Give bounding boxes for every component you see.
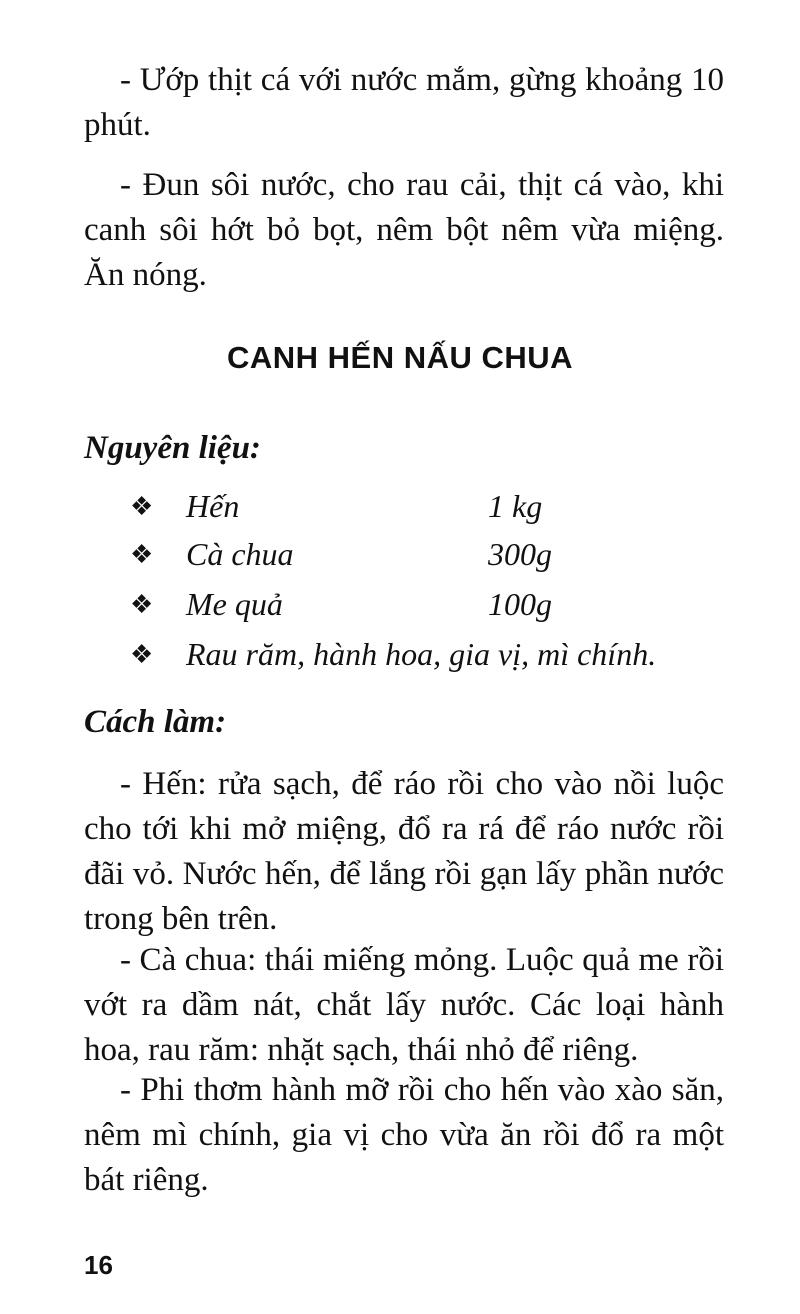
method-heading: Cách làm:: [84, 704, 227, 740]
ingredient-name: Hến: [186, 488, 240, 524]
ingredient-row: [130, 488, 750, 534]
diamond-bullet-icon: ❖: [130, 540, 154, 569]
method-step-3: - Phi thơm hành mỡ rồi cho hến vào xào săn, nêm mì chính, gia vị cho vừa ăn rồi đổ ra một bát riêng.: [84, 1072, 724, 1198]
intro-step-1: - Ướp thịt cá với nước mắm, gừng khoảng 10 phút.: [84, 62, 724, 143]
ingredient-name: Me quả: [186, 586, 283, 622]
ingredient-name: Cà chua: [186, 536, 294, 572]
ingredient-row: [130, 536, 750, 582]
recipe-title: CANH HẾN NẤU CHUA: [226, 340, 574, 375]
ingredient-row: [130, 586, 750, 632]
intro-step-2: - Đun sôi nước, cho rau cải, thịt cá vào, khi canh sôi hớt bỏ bọt, nêm bột nêm vừa miệng. Ăn nóng.: [84, 167, 724, 293]
page-number: 16: [84, 1250, 113, 1280]
diamond-bullet-icon: ❖: [130, 492, 154, 521]
diamond-bullet-icon: ❖: [130, 640, 154, 669]
ingredient-qty: 100g: [488, 586, 552, 622]
ingredient-qty: 1 kg: [488, 488, 543, 524]
diamond-bullet-icon: ❖: [130, 590, 154, 619]
ingredients-heading: Nguyên liệu:: [84, 430, 261, 466]
method-step-1: - Hến: rửa sạch, để ráo rồi cho vào nồi luộc cho tới khi mở miệng, đổ ra rá để ráo nước rồi đãi vỏ. Nước hến, để lắng rồi gạn lấy phần nước trong bên trên.: [84, 766, 724, 937]
ingredient-qty: 300g: [488, 536, 552, 572]
method-step-2: - Cà chua: thái miếng mỏng. Luộc quả me rồi vớt ra dầm nát, chắt lấy nước. Các loại hành hoa, rau răm: nhặt sạch, thái nhỏ để riêng.: [84, 942, 724, 1068]
ingredient-name: Rau răm, hành hoa, gia vị, mì chính.: [186, 636, 657, 672]
ingredient-row: [130, 636, 750, 682]
